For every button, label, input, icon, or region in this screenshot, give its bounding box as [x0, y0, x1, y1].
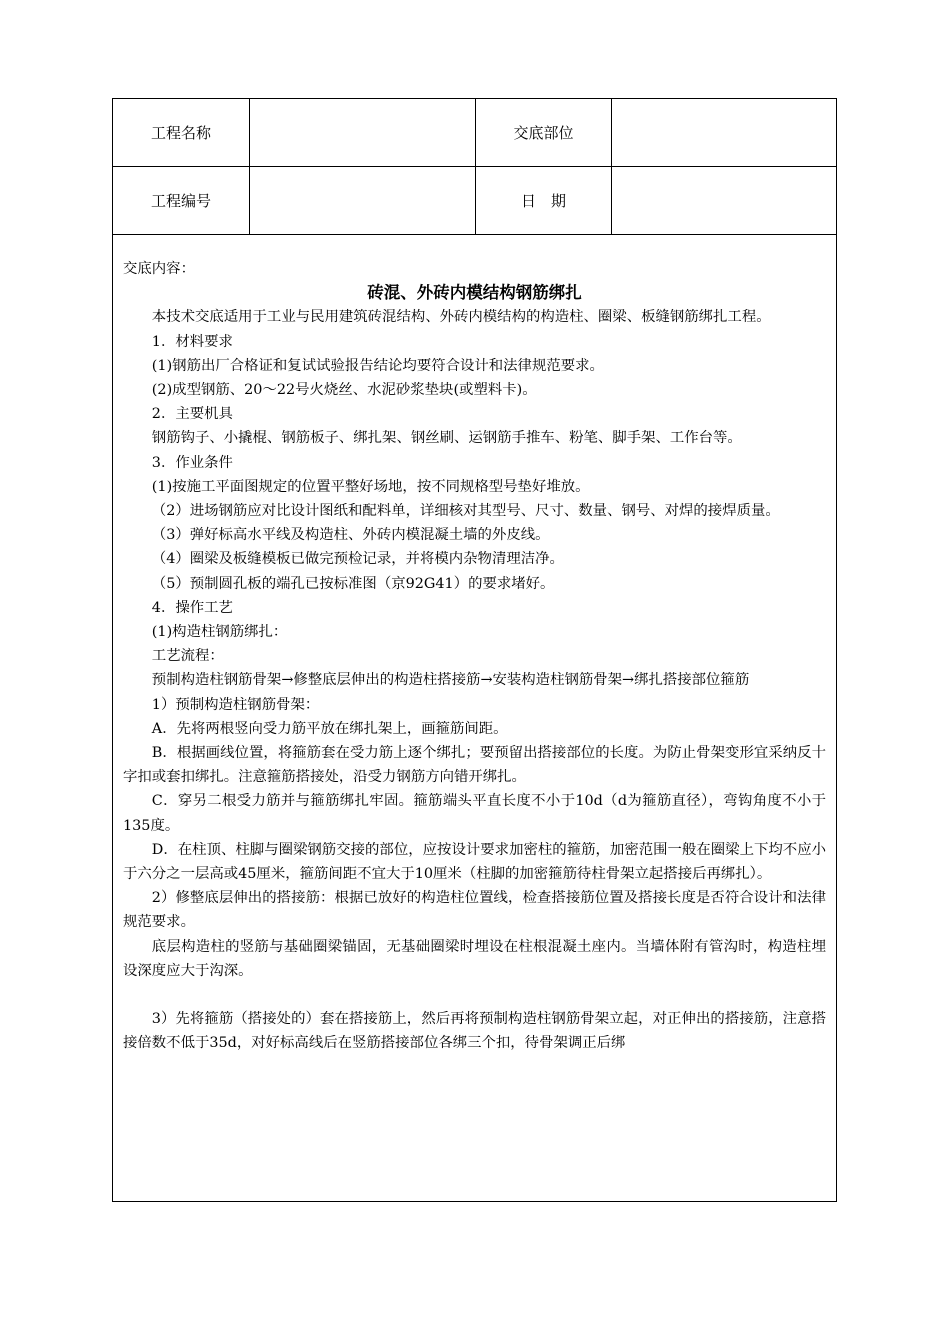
- paragraph: C．穿另二根受力筋并与箍筋绑扎牢固。箍筋端头平直长度不小于10d（d为箍筋直径），弯钩角度不小于135度。: [123, 793, 826, 834]
- paragraph: （5）预制圆孔板的端孔已按标准图（京92G41）的要求堵好。: [151, 575, 555, 592]
- paragraph: A．先将两根竖向受力筋平放在绑扎架上，画箍筋间距。: [151, 720, 508, 737]
- paragraph: （4）圈梁及板缝模板已做完预检记录，并将模内杂物清理洁净。: [151, 551, 564, 568]
- paragraph: (1)钢筋出厂合格证和复试试验报告结论均要符合设计和法律规范要求。: [151, 357, 604, 374]
- disclosure-location-value: [612, 99, 836, 166]
- paragraph: 3）先将箍筋（搭接处的）套在搭接筋上，然后再将预制构造柱钢筋骨架立起，对正伸出的搭接筋，注意搭接倍数不低于35d，对好标高线后在竖筋搭接部位各绑三个扣，待骨架调正后绑: [123, 1011, 826, 1052]
- paragraph: 钢筋钩子、小撬棍、钢筋板子、绑扎架、钢丝刷、运钢筋手推车、粉笔、脚手架、工作台等。: [151, 430, 742, 447]
- header-row-1: [113, 99, 836, 167]
- project-number-label: 工程编号: [113, 167, 250, 234]
- content-title: 砖混、外砖内模结构钢筋绑扎: [367, 283, 582, 303]
- paragraph: （3）弹好标高水平线及构造柱、外砖内模混凝土墙的外皮线。: [151, 527, 550, 544]
- paragraph: 工艺流程：: [151, 648, 224, 665]
- project-number-value: [250, 167, 476, 234]
- paragraph: D．在柱顶、柱脚与圈梁钢筋交接的部位，应按设计要求加密柱的箍筋，加密范围一般在圈梁上下均不应小于六分之一层高或45厘米，箍筋间距不宜大于10厘米（柱脚的加密箍筋待柱骨架立起搭接后再绑扎）。: [123, 841, 826, 883]
- paragraph: 2）修整底层伸出的搭接筋：根据已放好的构造柱位置线，检查搭接筋位置及搭接长度是否符合设计和法律规范要求。: [123, 890, 826, 931]
- date-value: [612, 167, 836, 234]
- disclosure-content: [123, 257, 826, 1056]
- paragraph: 本技术交底适用于工业与民用建筑砖混结构、外砖内模结构的构造柱、圈梁、板缝钢筋绑扎工程。: [151, 309, 771, 326]
- paragraph: （2）进场钢筋应对比设计图纸和配料单，详细核对其型号、尺寸、数量、钢号、对焊的接焊质量。: [151, 503, 780, 520]
- section-heading: 1．材料要求: [151, 333, 233, 350]
- paragraph: (2)成型钢筋、20～22号火烧丝、水泥砂浆垫块(或塑料卡)。: [151, 382, 537, 399]
- section-heading: 4．操作工艺: [151, 599, 233, 616]
- project-name-value: [250, 99, 476, 166]
- disclosure-location-label: 交底部位: [476, 99, 612, 166]
- paragraph-gap: [123, 983, 826, 1007]
- content-intro-label: 交底内容：: [123, 261, 195, 277]
- paragraph: (1)构造柱钢筋绑扎：: [151, 624, 288, 641]
- paragraph: 预制构造柱钢筋骨架→修整底层伸出的构造柱搭接筋→安装构造柱钢筋骨架→绑扎搭接部位箍筋: [151, 672, 750, 689]
- paragraph: B．根据画线位置，将箍筋套在受力筋上逐个绑扎；要预留出搭接部位的长度。为防止骨架变形宜采纳反十字扣或套扣绑扎。注意箍筋搭接处，沿受力钢筋方向错开绑扎。: [123, 745, 826, 786]
- paragraph: 底层构造柱的竖筋与基础圈梁锚固，无基础圈梁时埋设在柱根混凝土座内。当墙体附有管沟时，构造柱埋设深度应大于沟深。: [123, 938, 826, 979]
- project-name-label: 工程名称: [113, 99, 250, 166]
- date-label: 日 期: [476, 167, 612, 234]
- header-row-2: [113, 167, 836, 235]
- section-heading: 2．主要机具: [151, 406, 233, 423]
- paragraph: (1)按施工平面图规定的位置平整好场地，按不同规格型号垫好堆放。: [151, 478, 590, 495]
- technical-disclosure-form: [112, 98, 837, 1202]
- paragraph: 1）预制构造柱钢筋骨架：: [151, 696, 320, 713]
- section-heading: 3．作业条件: [151, 454, 233, 471]
